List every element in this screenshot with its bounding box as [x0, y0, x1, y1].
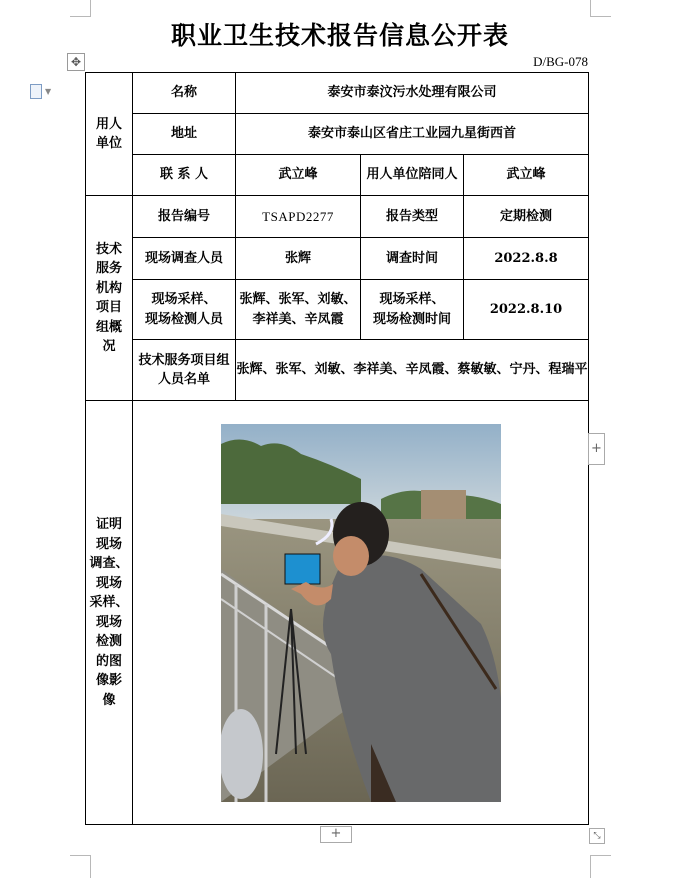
table-row — [86, 238, 589, 280]
survey-staff-label: 现场调查人员 — [133, 238, 236, 280]
table-move-handle-icon[interactable]: ✥ — [67, 53, 85, 71]
team-value[interactable]: 张辉、张军、刘敏、李祥美、辛凤霞、蔡敏敏、宁丹、程瑞平 — [236, 340, 589, 401]
contact-label: 联 系 人 — [133, 155, 236, 196]
employer-address-value[interactable]: 泰安市泰山区省庄工业园九星街西首 — [236, 114, 589, 155]
add-row-button[interactable]: + — [320, 826, 352, 843]
escort-label: 用人单位陪同人 — [361, 155, 464, 196]
table-row — [86, 280, 589, 340]
sampling-time-value[interactable]: 2022.8.10 — [464, 280, 589, 340]
table-row — [86, 155, 589, 196]
table-resize-icon[interactable]: ⤡ — [589, 828, 605, 844]
page-corner-mark-top-left — [70, 0, 91, 17]
site-photo[interactable] — [221, 424, 501, 802]
page-corner-mark-bottom-right — [590, 855, 611, 878]
evidence-section-label: 证明 现场 调查、 现场 采样、 现场 检测 的图 像影 像 — [86, 401, 133, 825]
employer-address-label: 地址 — [133, 114, 236, 155]
sampling-staff-label: 现场采样、 现场检测人员 — [133, 280, 236, 340]
table-row — [86, 73, 589, 114]
survey-time-value[interactable]: 2022.8.8 — [464, 238, 589, 280]
table-row — [86, 340, 589, 401]
contact-value[interactable]: 武立峰 — [236, 155, 361, 196]
document-title: 职业卫生技术报告信息公开表 — [170, 21, 509, 50]
team-label: 技术服务项目组 人员名单 — [133, 340, 236, 401]
table-row — [86, 114, 589, 155]
employer-section-label: 用人 单位 — [86, 73, 133, 196]
sampling-time-label: 现场采样、 现场检测时间 — [361, 280, 464, 340]
escort-value[interactable]: 武立峰 — [464, 155, 589, 196]
table-row — [86, 196, 589, 238]
report-number-label: 报告编号 — [133, 196, 236, 238]
report-type-label: 报告类型 — [361, 196, 464, 238]
site-photo-illustration — [221, 424, 501, 802]
service-section-label: 技术 服务 机构 项目 组概 况 — [86, 196, 133, 401]
report-type-value[interactable]: 定期检测 — [464, 196, 589, 238]
info-table — [85, 72, 589, 825]
paste-options-icon[interactable]: ▼ — [30, 84, 56, 100]
employer-name-label: 名称 — [133, 73, 236, 114]
table-row — [86, 401, 589, 825]
survey-staff-value[interactable]: 张辉 — [236, 238, 361, 280]
add-column-button[interactable]: + — [588, 433, 605, 465]
sampling-staff-value[interactable]: 张辉、张军、刘敏、 李祥美、辛凤霞 — [236, 280, 361, 340]
evidence-photo-cell — [133, 401, 589, 825]
document-code: D/BG-078 — [533, 54, 588, 69]
page-corner-mark-bottom-left — [70, 855, 91, 878]
report-number-value[interactable]: TSAPD2277 — [236, 196, 361, 238]
survey-time-label: 调查时间 — [361, 238, 464, 280]
page-corner-mark-top-right — [590, 0, 611, 17]
employer-name-value[interactable]: 泰安市泰汶污水处理有限公司 — [236, 73, 589, 114]
